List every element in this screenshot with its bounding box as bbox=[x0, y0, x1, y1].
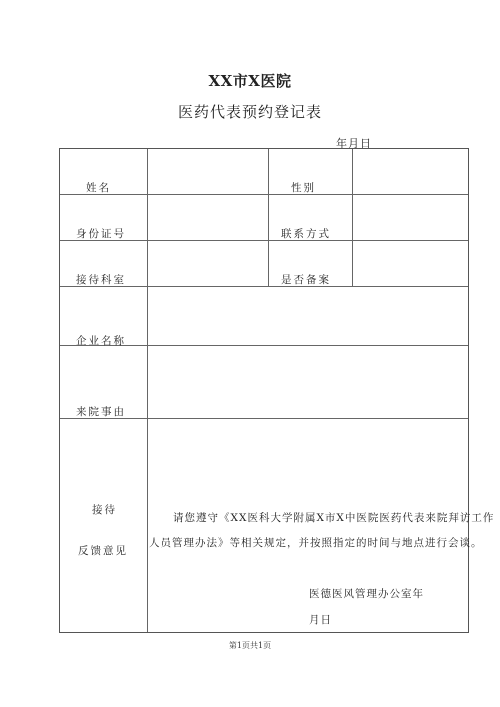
page-footer: 第1页共1页 bbox=[228, 641, 272, 650]
gender-label: 性别 bbox=[291, 182, 316, 194]
office-signature: 医德医风管理办公室年 bbox=[309, 588, 424, 600]
notice-line-2: 人员管理办法》等相关规定，并按照指定的时间与地点进行会谈。 bbox=[149, 537, 483, 549]
id-number-field[interactable] bbox=[148, 195, 268, 240]
filed-label: 是否备案 bbox=[281, 274, 331, 286]
date-line: 年月日 bbox=[336, 137, 372, 150]
visit-reason-label: 来院事由 bbox=[76, 406, 126, 418]
contact-field[interactable] bbox=[353, 195, 468, 240]
filed-field[interactable] bbox=[353, 241, 468, 286]
column-divider bbox=[268, 149, 269, 286]
form-title: 医药代表预约登记表 bbox=[177, 103, 322, 121]
name-label: 姓名 bbox=[86, 182, 111, 194]
contact-label: 联系方式 bbox=[281, 228, 331, 240]
company-name-field[interactable] bbox=[148, 287, 468, 345]
registration-form bbox=[59, 148, 495, 633]
gender-field[interactable] bbox=[353, 149, 468, 194]
reception-dept-label: 接待科室 bbox=[76, 274, 126, 286]
feedback-label-bottom: 反馈意见 bbox=[78, 545, 128, 557]
visit-reason-field[interactable] bbox=[148, 346, 468, 418]
signature-date: 月日 bbox=[309, 614, 332, 626]
feedback-label-top: 接待 bbox=[92, 504, 117, 516]
company-name-label: 企业名称 bbox=[76, 335, 126, 347]
id-number-label: 身份证号 bbox=[76, 228, 126, 240]
name-field[interactable] bbox=[148, 149, 268, 194]
reception-dept-field[interactable] bbox=[148, 241, 268, 286]
notice-line-1: 请您遵守《XX医科大学附属X市X中医院医药代表来院拜访工作 bbox=[173, 512, 495, 524]
hospital-title: XX市X医院 bbox=[208, 72, 292, 90]
